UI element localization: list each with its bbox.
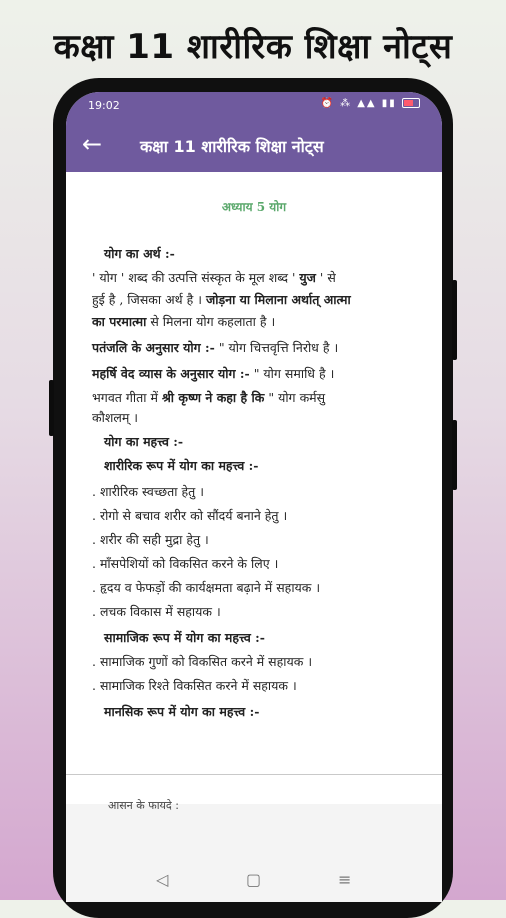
gita-bold: श्री कृष्ण ने कहा है कि	[161, 390, 265, 405]
gita-definition	[92, 388, 418, 408]
list-item: . लचक विकास में सहायक ।	[92, 602, 418, 622]
peek-text: आसन के फायदे :	[108, 799, 179, 812]
patanjali-text: " योग चित्तवृत्ति निरोध है ।	[218, 340, 339, 355]
meaning-text: से मिलना योग कहलाता है ।	[150, 314, 276, 329]
battery-icon	[402, 98, 420, 108]
phone-side-button	[49, 380, 54, 436]
social-heading: सामाजिक रूप में योग का महत्त्व :-	[104, 630, 265, 645]
list-item: . माँसपेशियों को विकसित करने के लिए ।	[92, 554, 418, 574]
meaning-line-2	[92, 290, 418, 310]
patanjali-label: पतंजलि के अनुसार योग :-	[92, 340, 215, 355]
app-bar	[66, 120, 442, 172]
gita-line-2: कौशलम् ।	[92, 410, 138, 425]
list-item: . शरीर की सही मुद्रा हेतु ।	[92, 530, 418, 550]
patanjali-definition	[92, 338, 418, 358]
meaning-line-1	[92, 268, 418, 288]
status-icon-group: ⏰ ⁂ ▲▲ ▮▮	[320, 98, 397, 109]
system-nav-bar	[66, 862, 442, 902]
status-bar	[66, 92, 442, 120]
importance-heading: योग का महत्त्व :-	[104, 434, 184, 449]
gita-text: भगवत गीता में	[92, 390, 158, 405]
phone-screen	[66, 92, 442, 902]
app-title: कक्षा 11 शारीरिक शिक्षा नोट्स	[140, 137, 324, 156]
nav-recents-icon[interactable]: ≡	[338, 870, 352, 889]
meaning-text: ' योग ' शब्द की उत्पत्ति संस्कृत के मूल शब्द '	[92, 270, 296, 285]
meaning-line-3	[92, 312, 418, 332]
back-arrow-icon[interactable]: ←	[82, 130, 103, 158]
meaning-text: ' से	[319, 270, 336, 285]
notes-content	[66, 172, 442, 782]
meaning-bold: का परमात्मा	[92, 314, 147, 329]
nav-back-icon[interactable]: ◁	[156, 870, 169, 889]
physical-heading: शारीरिक रूप में योग का महत्त्व :-	[104, 458, 259, 473]
meaning-bold: जोड़ना या मिलाना अर्थात् आत्मा	[205, 292, 351, 307]
nav-home-icon[interactable]: ▢	[246, 870, 262, 889]
vyas-definition	[92, 364, 418, 384]
phone-power-button	[452, 420, 457, 490]
phone-volume-button	[452, 280, 457, 360]
vyas-text: " योग समाधि है ।	[253, 366, 335, 381]
meaning-text: हुई है , जिसका अर्थ है ।	[92, 292, 202, 307]
list-item: . रोगो से बचाव शरीर को सौंदर्य बनाने हेतु ।	[92, 506, 418, 526]
list-item: . सामाजिक गुणों को विकसित करने में सहायक ।	[92, 652, 418, 672]
list-item: . सामाजिक रिश्ते विकसित करने में सहायक ।	[92, 676, 418, 696]
content-divider	[66, 774, 442, 775]
page-headline: कक्षा 11 शारीरिक शिक्षा नोट्स	[53, 27, 453, 67]
vyas-label: महर्षि वेद व्यास के अनुसार योग :-	[92, 366, 250, 381]
chapter-title: अध्याय 5 योग	[221, 200, 287, 214]
meaning-bold: युज	[299, 270, 316, 285]
mental-heading: मानसिक रूप में योग का महत्त्व :-	[104, 704, 260, 719]
status-icons	[320, 98, 420, 109]
list-item: . हृदय व फेफड़ों की कार्यक्षमता बढ़ाने में सहायक ।	[92, 578, 418, 598]
meaning-heading: योग का अर्थ :-	[104, 246, 175, 261]
status-time: 19:02	[88, 99, 120, 112]
gita-text: " योग कर्मसु	[268, 390, 326, 405]
list-item: . शारीरिक स्वच्छता हेतु ।	[92, 482, 418, 502]
